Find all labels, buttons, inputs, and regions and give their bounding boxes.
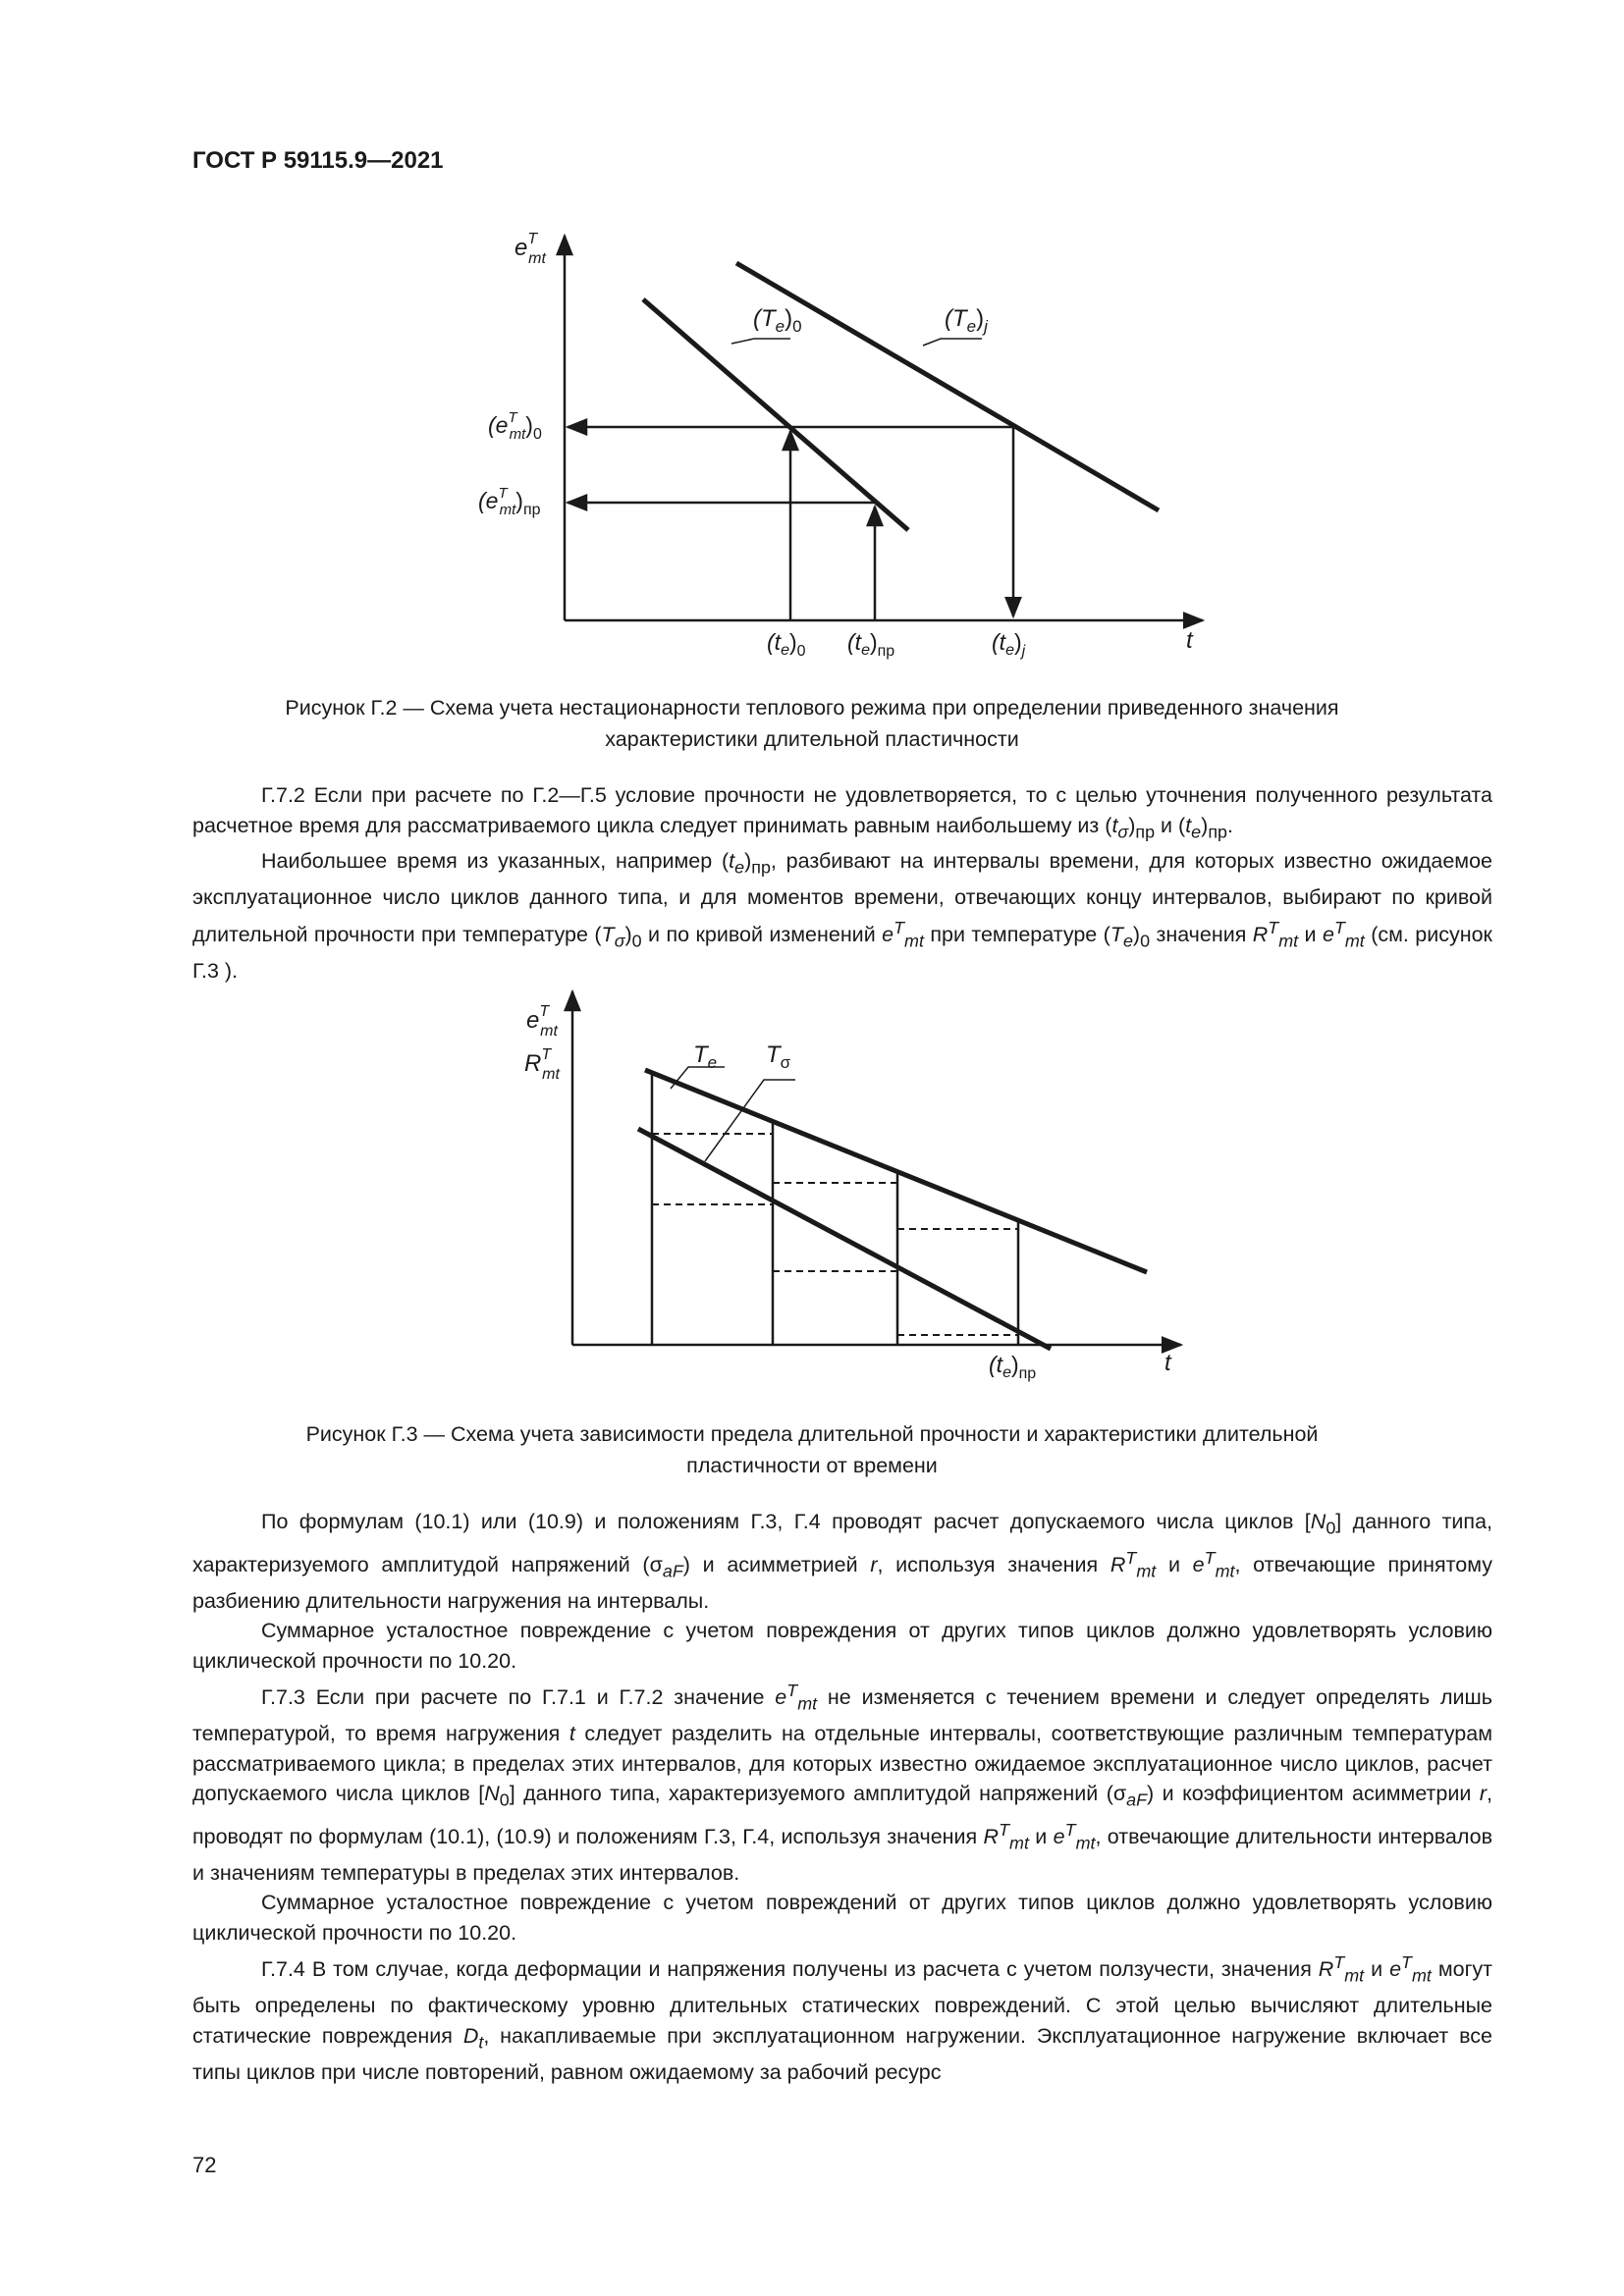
leader-Te0 (731, 339, 790, 344)
paragraph-formulas: По формулам (10.1) или (10.9) и положениям Г.3, Г.4 проводят расчет допускаемого числа циклов $[N_0]$ данного типа, характеризуемого амплитудой напряжений $(\sigma_{aF})$ и асимметрией r, используя значения $R^T_{mt}$ и $e^T_{mt}$, отвечающие принятому разбиению длительности нагружения на интервалы. (192, 1510, 1492, 1613)
fig3-x-label: t (1164, 1350, 1171, 1376)
line-Tsigma (638, 1129, 1051, 1349)
body-text-block-1 (192, 780, 1492, 986)
paragraph-g72: Г.7.2 Если при расчете по Г.2—Г.5 условие прочности не удовлетворяется, то с целью уточнения полученного результата расчетное время для рассматриваемого цикла следует принимать равным наибольшему из $(t_\sigma)_{пр}$ и $(t_e)_{пр}$. (192, 783, 1492, 841)
leader-Tej (923, 339, 982, 346)
body-text-block-2 (192, 1507, 1492, 2087)
figure-2-caption-line2: характеристики длительной пластичности (605, 727, 1019, 751)
paragraph-fatigue-1: Суммарное усталостное повреждение с учетом повреждения от других типов циклов должно удовлетворять условию циклической прочности по 10.20. (192, 1619, 1492, 1673)
paragraph-largest-time: Наибольшее время из указанных, например $(t_e)_{пр}$, разбивают на интервалы времени, для которых известно ожидаемое эксплуатационное число циклов данного типа, и для моментов времени, отвечающих концу интервалов, выбирают по кривой длительной прочности при температуре $(T_\sigma)_0$ и по кривой изменений $e^T_{mt}$ при температуре $(T_e)_0$ значения $R^T_{mt}$ и $e^T_{mt}$ (см. рисунок Г.3 ). (192, 849, 1492, 983)
fig3-y-label-e: $e^T$ mt (526, 1003, 558, 1040)
fig2-x-label: t (1186, 627, 1193, 654)
fig2-xtick-tepr: $(t_e)_{пр}$ (847, 629, 895, 660)
figure-2-caption-line1: Рисунок Г.2 — Схема учета нестационарности теплового режима при определении приведенного значения (285, 696, 1339, 720)
fig2-label-Tej: $(T_e)_j$ (945, 305, 988, 336)
fig2-ytick-emt0: ($e^T$ $mt)_0$ (488, 409, 542, 443)
figure-3-diagram (0, 972, 1624, 1423)
fig2-label-Te0: $(T_e)_0$ (753, 305, 802, 336)
figure-3-caption (226, 1418, 1398, 1481)
paragraph-g73: Г.7.3 Если при расчете по Г.7.1 и Г.7.2 значение $e^T_{mt}$ не изменяется с течением времени и следует определять лишь температурой, то время нагружения t следует разделить на отдельные интервалы, соответствующие различным температурам рассматриваемого цикла; в пределах этих интервалов, для которых известно ожидаемое эксплуатационное число циклов, расчет допускаемого числа циклов $[N_0]$ данного типа, характеризуемого амплитудой напряжений $(\sigma_{aF})$ и коэффициентом асимметрии r, проводят по формулам (10.1), (10.9) и положениям Г.3, Г.4, используя значения $R^T_{mt}$ и $e^T_{mt}$, отвечающие длительности интервалов и значениям температуры в пределах этих интервалов. (192, 1681, 1493, 1885)
fig2-xtick-tej: $(t_e)_j$ (992, 629, 1026, 660)
fig3-label-Tsigma: $T_\sigma$ (766, 1041, 791, 1072)
paragraph-fatigue-2: Суммарное усталостное повреждение с учетом повреждений от других типов циклов должно удовлетворять условию циклической прочности по 10.20. (192, 1891, 1492, 1945)
fig3-label-Te: $T_e$ (693, 1041, 718, 1072)
paragraph-g74: Г.7.4 В том случае, когда деформации и напряжения получены из расчета с учетом ползучести, значения $R^T_{mt}$ и $e^T_{mt}$ могут быть определены по фактическому уровню длительных статических повреждений. С этой целью вычисляют длительные статические повреждения $D_t$, накапливаемые при эксплуатационном нагружении. Эксплуатационное нагружение включает все типы циклов при числе повторений, равном ожидаемому за рабочий ресурс (192, 1952, 1493, 2084)
fig2-ytick-emtpr: ($e^T$ $mt)_{пр}$ (478, 485, 541, 518)
figure-2-caption (226, 692, 1398, 755)
fig2-xtick-te0: $(t_e)_0$ (767, 629, 806, 660)
fig3-y-label-R: $R^T$ mt (524, 1046, 560, 1083)
figure-3-caption-line2: пластичности от времени (686, 1454, 938, 1477)
page-number: 72 (192, 2153, 217, 2177)
document-header: ГОСТ Р 59115.9—2021 (192, 147, 444, 174)
fig2-y-label: $e^T$ mt (514, 231, 546, 267)
fig3-xtick-tepr: $(t_e)_{пр}$ (989, 1352, 1037, 1382)
line-Tej (736, 263, 1159, 510)
figure-2-diagram (0, 0, 1624, 687)
leader-Tsigma (705, 1080, 795, 1161)
figure-3-caption-line1: Рисунок Г.3 — Схема учета зависимости предела длительной прочности и характеристики длительной (305, 1422, 1319, 1446)
